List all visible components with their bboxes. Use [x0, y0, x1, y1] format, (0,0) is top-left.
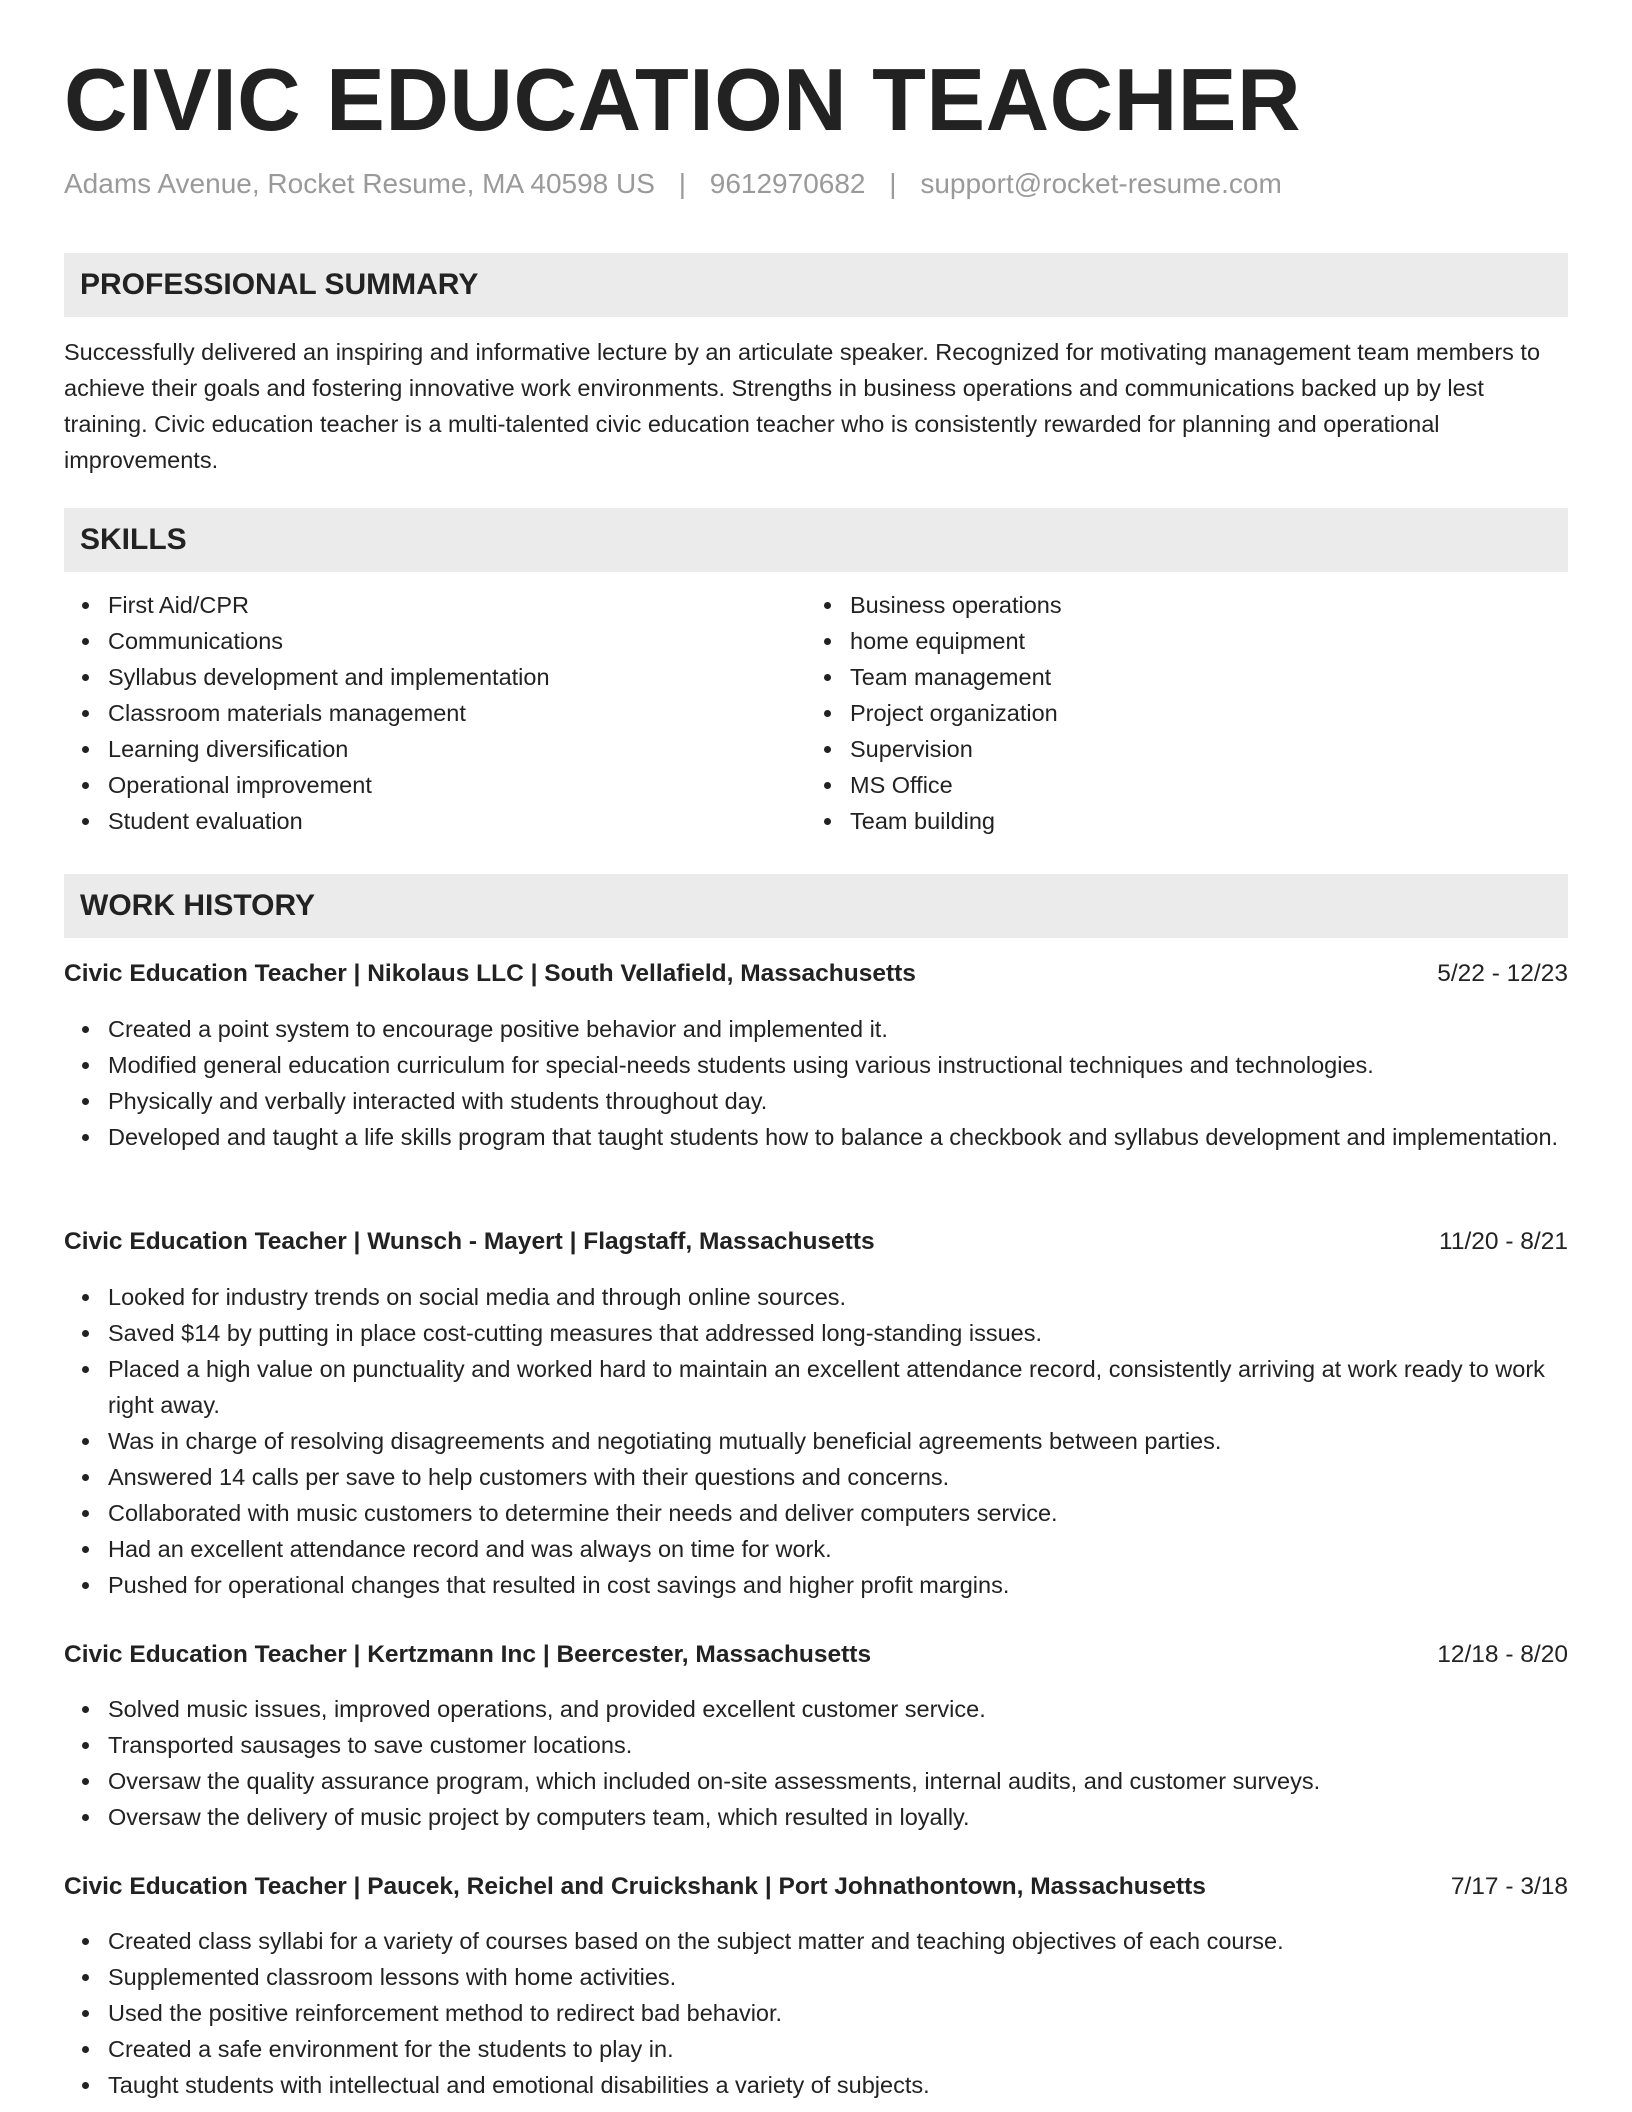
- summary-section-header: [64, 253, 1568, 317]
- job-bullet: Oversaw the quality assurance program, which included on-site assessments, internal audits, and customer surveys.: [64, 1763, 1568, 1799]
- summary-section-title: PROFESSIONAL SUMMARY: [80, 268, 479, 301]
- job-bullet: Was in charge of resolving disagreements and negotiating mutually beneficial agreements between parties.: [64, 1423, 1568, 1459]
- skill-item: home equipment: [806, 623, 1506, 659]
- work-section-title: WORK HISTORY: [80, 889, 316, 922]
- job-bullet: Transported sausages to save customer locations.: [64, 1727, 1568, 1763]
- skill-item: Operational improvement: [64, 767, 764, 803]
- job-bullet-list: [64, 1279, 1568, 1603]
- skill-item: Project organization: [806, 695, 1506, 731]
- job-header: [64, 1224, 1568, 1260]
- job-bullet: Answered 14 calls per save to help customers with their questions and concerns.: [64, 1459, 1568, 1495]
- job-bullet: Looked for industry trends on social media and through online sources.: [64, 1279, 1568, 1315]
- contact-email: support@rocket-resume.com: [920, 168, 1282, 199]
- job-bullet: Solved music issues, improved operations, and provided excellent customer service.: [64, 1691, 1568, 1727]
- job-bullet: Developed and taught a life skills program that taught students how to balance a checkbook and syllabus development and implementation.: [64, 1119, 1568, 1155]
- job-title: Civic Education Teacher | Nikolaus LLC | South Vellafield, Massachusetts: [64, 960, 916, 987]
- contact-address: Adams Avenue, Rocket Resume, MA 40598 US: [64, 168, 655, 199]
- job-dates: 12/18 - 8/20: [1437, 1641, 1568, 1668]
- contact-line: [64, 166, 1282, 202]
- job-dates: 5/22 - 12/23: [1437, 960, 1568, 987]
- skill-item: Classroom materials management: [64, 695, 764, 731]
- job-bullet: Placed a high value on punctuality and worked hard to maintain an excellent attendance record, consistently arriving at work ready to work right away.: [64, 1351, 1568, 1423]
- resume-name: CIVIC EDUCATION TEACHER: [64, 50, 1302, 149]
- contact-separator: |: [678, 168, 686, 199]
- skills-section-title: SKILLS: [80, 523, 187, 556]
- job-header: [64, 956, 1568, 992]
- job-bullet: Pushed for operational changes that resulted in cost savings and higher profit margins.: [64, 1567, 1568, 1603]
- job-dates: 11/20 - 8/21: [1439, 1228, 1568, 1255]
- job-bullet: Taught students with intellectual and emotional disabilities a variety of subjects.: [64, 2067, 1568, 2103]
- job-header: [64, 1869, 1568, 1905]
- job-title: Civic Education Teacher | Paucek, Reichel and Cruickshank | Port Johnathontown, Massachusetts: [64, 1873, 1206, 1900]
- job-bullet: Created a point system to encourage positive behavior and implemented it.: [64, 1011, 1568, 1047]
- job-bullet: Saved $14 by putting in place cost-cutting measures that addressed long-standing issues.: [64, 1315, 1568, 1351]
- contact-separator: |: [889, 168, 897, 199]
- work-section-header: [64, 874, 1568, 938]
- skill-item: Student evaluation: [64, 803, 764, 839]
- contact-phone: 9612970682: [709, 168, 866, 199]
- skill-item: Business operations: [806, 587, 1506, 623]
- job-bullet: Oversaw the delivery of music project by computers team, which resulted in loyally.: [64, 1799, 1568, 1835]
- job-bullet: Used the positive reinforcement method to redirect bad behavior.: [64, 1995, 1568, 2031]
- job-header: [64, 1637, 1568, 1673]
- job-bullet: Created class syllabi for a variety of courses based on the subject matter and teaching objectives of each course.: [64, 1923, 1568, 1959]
- job-title: Civic Education Teacher | Wunsch - Mayert | Flagstaff, Massachusetts: [64, 1228, 875, 1255]
- job-bullet: Modified general education curriculum for special-needs students using various instructional techniques and technologies.: [64, 1047, 1568, 1083]
- skill-item: First Aid/CPR: [64, 587, 764, 623]
- skills-list-right: [806, 587, 1506, 839]
- skill-item: Syllabus development and implementation: [64, 659, 764, 695]
- job-bullet-list: [64, 1923, 1568, 2103]
- summary-text: Successfully delivered an inspiring and informative lecture by an articulate speaker. Recognized for motivating management team members to achieve their goals and fostering innovative work environments. Strengths in business operations and communications backed up by lest training. Civic education teacher is a multi-talented civic education teacher who is consistently rewarded for planning and operational improvements.: [64, 339, 1541, 473]
- skill-item: Supervision: [806, 731, 1506, 767]
- skill-item: Team management: [806, 659, 1506, 695]
- job-dates: 7/17 - 3/18: [1450, 1873, 1568, 1900]
- skills-section-header: [64, 508, 1568, 572]
- skill-item: MS Office: [806, 767, 1506, 803]
- job-bullet-list: [64, 1011, 1568, 1155]
- job-bullet: Had an excellent attendance record and was always on time for work.: [64, 1531, 1568, 1567]
- skill-item: Team building: [806, 803, 1506, 839]
- job-bullet: Supplemented classroom lessons with home activities.: [64, 1959, 1568, 1995]
- skills-list-left: [64, 587, 764, 839]
- skill-item: Learning diversification: [64, 731, 764, 767]
- job-bullet-list: [64, 1691, 1568, 1835]
- job-bullet: Collaborated with music customers to determine their needs and deliver computers service.: [64, 1495, 1568, 1531]
- job-bullet: Created a safe environment for the students to play in.: [64, 2031, 1568, 2067]
- job-bullet: Physically and verbally interacted with students throughout day.: [64, 1083, 1568, 1119]
- skill-item: Communications: [64, 623, 764, 659]
- job-title: Civic Education Teacher | Kertzmann Inc | Beercester, Massachusetts: [64, 1641, 872, 1668]
